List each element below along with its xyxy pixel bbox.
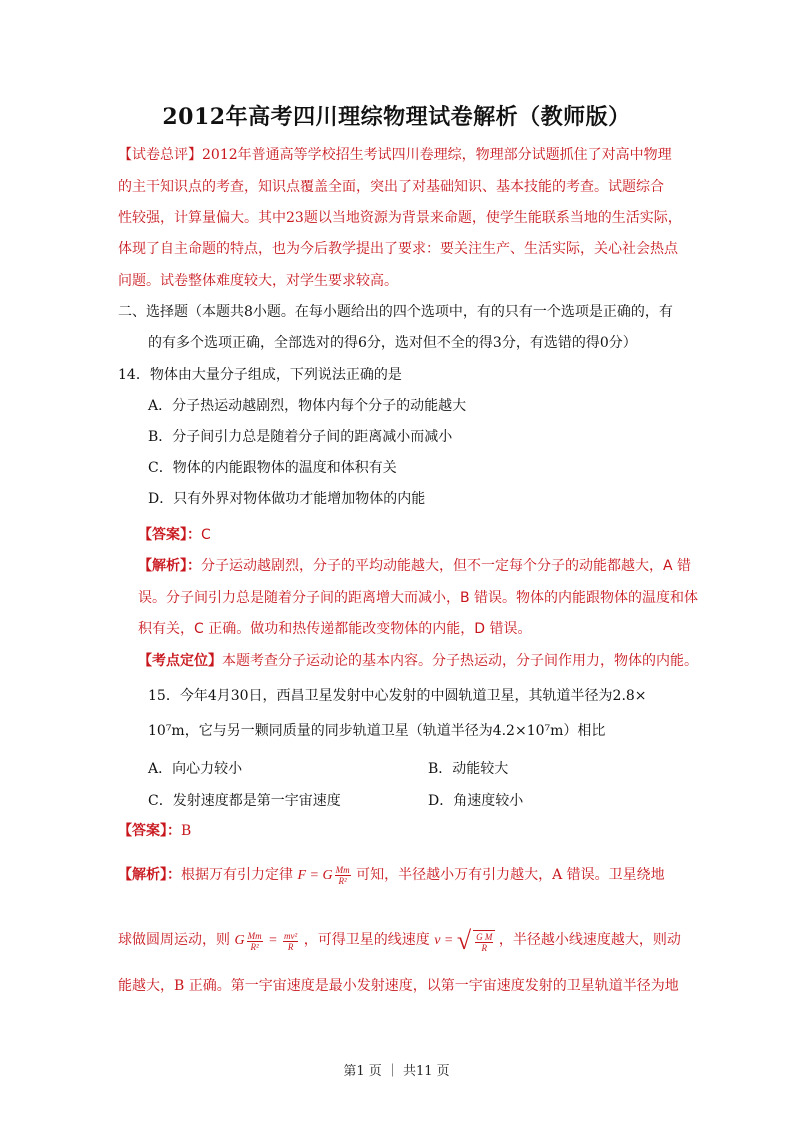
q14-stem: 14．物体由大量分子组成，下列说法正确的是 (118, 367, 402, 383)
q15-analysis-label: 【解析】： (118, 867, 181, 883)
review-line-2: 的主干知识点的考查，知识点覆盖全面，突出了对基础知识、基本技能的考查。试题综合 (118, 179, 664, 195)
q15-answer-label: 【答案】： (118, 823, 181, 839)
fraction: $\frac{Mm}{\text{R²}}$ (335, 865, 350, 887)
velocity-formula: v = √ $\frac{\text{G M}}{R}$ (434, 933, 499, 948)
q14-analysis-line-2: 误。分子间引力总是随着分子间的距离增大而减小，B 错误。物体的内能跟物体的温度和体 (138, 590, 699, 606)
circular-motion-formula: G $\frac{Mm}{\text{R²}}$ = $\frac{\text{mv²}}{R}$ (234, 930, 298, 952)
q15-answer-value: B (181, 823, 192, 839)
q14-option-a: A．分子热运动越剧烈，物体内每个分子的动能越大 (148, 398, 467, 414)
gravity-formula: F = G $\frac{Mm}{\text{R²}}$ (297, 865, 350, 887)
q14-analysis-line-3: 积有关，C 正确。做功和热传递都能改变物体的内能，D 错误。 (138, 621, 532, 637)
q14-key-point: 【考点定位】本题考查分子运动论的基本内容。分子热运动，分子间作用力，物体的内能。 (138, 653, 698, 669)
q15-analysis-line-1: 【解析】：根据万有引力定律 F = G $\frac{Mm}{\text{R²}}$ 可知，半径越小万有引力越大，A 错误。卫星绕地 (118, 865, 665, 887)
q14-answer (138, 524, 211, 544)
review-line-3: 性较强，计算量偏大。其中23题以当地资源为背景来命题，使学生能联系当地的生活实际， (118, 210, 682, 226)
section-heading-line-1: 二、选择题（本题共8小题。在每小题给出的四个选项中，有的只有一个选项是正确的，有 (118, 304, 673, 320)
q15-option-c: C．发射速度都是第一宇宙速度 (148, 793, 341, 809)
q14-option-d: D．只有外界对物体做功才能增加物体的内能 (148, 491, 426, 507)
q15-option-b: B．动能较大 (428, 761, 509, 777)
q15-analysis-line-2: 球做圆周运动，则 G $\frac{Mm}{\text{R²}}$ = $\frac{\text{mv²}}{R}$ ，可得卫星的线速度 v = √ $\frac{\text{G M}}{R}$ ，半径越小线速度越大，则动 (118, 926, 681, 955)
page-footer: 第1 页 ｜ 共11 页 (343, 1064, 450, 1079)
review-label: 【试卷总评】 (118, 147, 202, 163)
q14-analysis-label: 【解析】： (138, 558, 201, 574)
q14-option-c: C．物体的内能跟物体的温度和体积有关 (148, 460, 397, 476)
q14-key-point-label: 【考点定位】 (138, 653, 222, 669)
q15-option-d: D．角速度较小 (428, 793, 524, 809)
q15-analysis-line-3: 能越大，B 正确。第一宇宙速度是最小发射速度，以第一宇宙速度发射的卫星轨道半径为地 (118, 978, 679, 994)
section-heading-line-2: 的有多个选项正确，全部选对的得6分，选对但不全的得3分，有选错的得0分） (148, 335, 637, 351)
q15-stem-line-2: 10⁷m，它与另一颗同质量的同步轨道卫星（轨道半径为4.2×10⁷m）相比 (148, 723, 606, 739)
sqrt-icon: √ (456, 926, 472, 955)
q14-answer-value: C (201, 527, 211, 543)
review-line-1: 【试卷总评】2012年普通高等学校招生考试四川卷理综，物理部分试题抓住了对高中物理 (118, 147, 672, 163)
review-line-5: 问题。试卷整体难度较大，对学生要求较高。 (118, 273, 398, 289)
q15-stem-line-1: 15．今年4月30日，西昌卫星发射中心发射的中圆轨道卫星，其轨道半径为2.8× (148, 688, 647, 704)
q15-option-a: A．向心力较小 (148, 761, 243, 777)
page-title: 2012年高考四川理综物理试卷解析（教师版） (162, 104, 631, 130)
review-line-4: 体现了自主命题的特点，也为今后教学提出了要求：要关注生产、生活实际，关心社会热点 (118, 241, 678, 257)
q14-answer-label: 【答案】： (138, 527, 201, 543)
q14-option-b: B．分子间引力总是随着分子间的距离减小而减小 (148, 429, 453, 445)
q15-answer (118, 820, 191, 840)
q14-analysis-line-1: 【解析】：分子运动越剧烈，分子的平均动能越大，但不一定每个分子的动能都越大，A 错 (138, 558, 692, 574)
